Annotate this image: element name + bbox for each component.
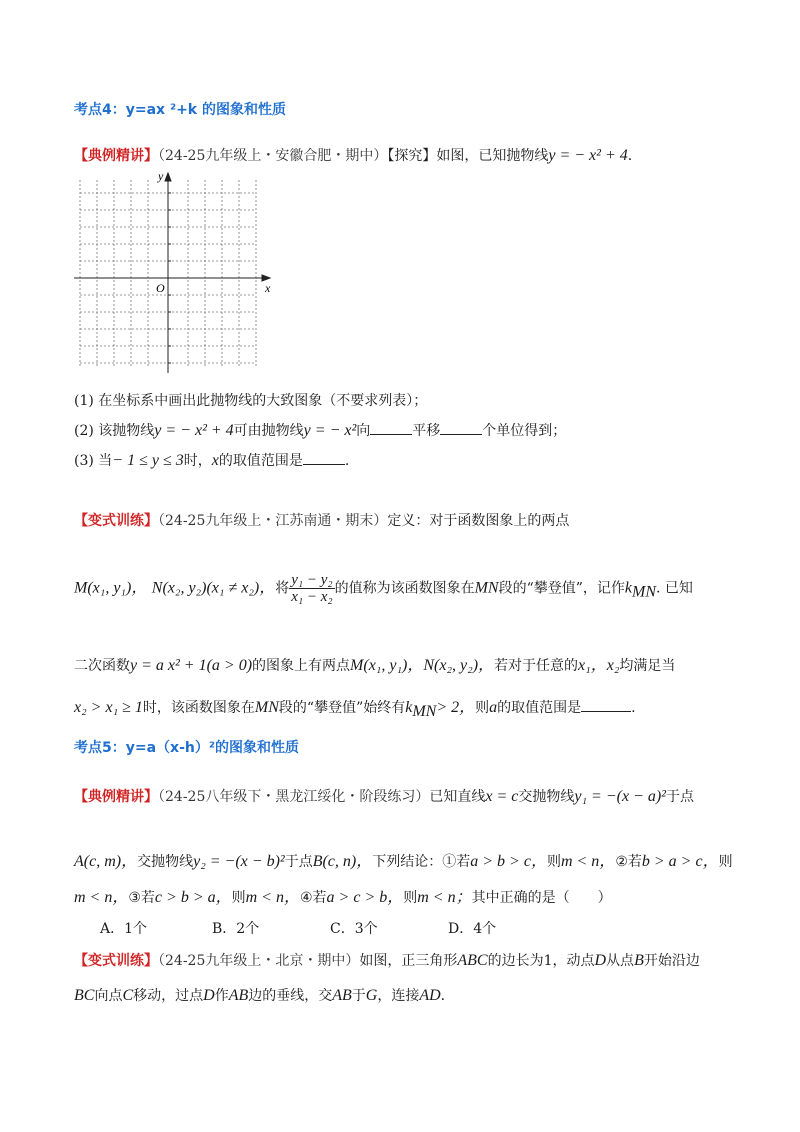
parabola-formula: y = − x² + 4: [548, 147, 628, 164]
section-heading-5: 考点5：y=a（x-h）²的图象和性质: [74, 740, 299, 756]
conclusion: m < n，: [74, 889, 129, 906]
example-2-line-3: [74, 884, 612, 907]
example-2-line-2: [74, 848, 733, 871]
example-1-header: [74, 145, 632, 165]
example-text: ②若: [615, 854, 642, 870]
variation-text: 移动，过点: [133, 988, 204, 1004]
conclusion: m < n；: [417, 889, 472, 906]
triangle-abc: ABC: [457, 952, 488, 969]
segment-ab: AB: [332, 987, 352, 1004]
conclusion: m < n，: [245, 889, 300, 906]
variation-text: 段的“攀登值”，记作: [498, 580, 625, 597]
origin-label: O: [156, 281, 165, 295]
variation-text: 作: [214, 988, 229, 1004]
condition: b > a > c，: [641, 853, 719, 870]
variation-text: 若对于任意的: [494, 658, 579, 674]
q3-condition: − 1 ≤ y ≤ 3: [112, 452, 184, 469]
segment-mn: MN: [474, 579, 499, 597]
point-n: N(x₂, y₂)(x₁ ≠ x₂)，: [151, 579, 276, 597]
example-text: 交抛物线: [137, 854, 194, 870]
question-1: (1) 在坐标系中画出此抛物线的大致图象（不要求列表）；: [74, 393, 428, 409]
example-text: 于点: [284, 854, 313, 870]
option-c[interactable]: C．3个: [330, 921, 378, 937]
variation-text: 的图象上有两点: [252, 658, 351, 674]
condition: a > c > b，: [326, 889, 404, 906]
variation-text: 于: [351, 988, 366, 1004]
period: .: [440, 988, 446, 1004]
variation-text: 段的“攀登值”始终有: [278, 700, 406, 716]
y-axis-arrow: [165, 173, 171, 181]
example-text: 已知直线: [429, 789, 486, 805]
variation-text: 定义：对于函数图象上的两点: [387, 513, 570, 529]
variation-tag: 【变式训练】: [74, 953, 158, 969]
variation-text: 如图，正三角形: [359, 953, 458, 969]
k-subscript: MN: [412, 702, 437, 720]
parabola-formula: y₁ = −(x − a)²: [574, 788, 666, 805]
variation-text: 的取值范围是: [497, 700, 582, 716]
explore-tag: 【探究】: [387, 148, 437, 164]
example-2-line-1: [74, 786, 694, 806]
period: .: [627, 148, 633, 164]
point-m: M(x₁, y₁)，: [350, 657, 424, 674]
variation-2-line-1: [74, 950, 700, 970]
option-d[interactable]: D．4个: [448, 921, 497, 937]
variation-text: 均满足当: [619, 658, 676, 674]
q3-variable: x: [211, 452, 219, 469]
variation-1-header: [74, 510, 569, 530]
answer-blank[interactable]: [370, 422, 412, 435]
example-text: ③若: [128, 890, 155, 906]
point-c: C: [122, 987, 134, 1004]
variation-text: 时，该函数图象在: [142, 700, 255, 716]
slope-fraction: [289, 572, 334, 605]
q2-formula-1: y = − x² + 4: [154, 422, 234, 439]
k-symbol: k: [624, 579, 633, 597]
var-x1: x₁，: [578, 657, 607, 674]
variation-text: 从点: [606, 953, 635, 969]
q2-text: 个单位得到；: [482, 423, 567, 439]
variation-text: 边的垂线，交: [248, 988, 333, 1004]
coordinate-grid: [70, 168, 280, 378]
point-d: D: [203, 987, 215, 1004]
example-text: 则: [718, 854, 733, 870]
conclusion: m < n，: [560, 853, 616, 870]
example-text: 则: [546, 854, 561, 870]
example-text: 于点: [665, 789, 694, 805]
point-d: D: [594, 952, 607, 969]
question-3: [74, 450, 349, 470]
answer-blank[interactable]: [440, 422, 482, 435]
line-formula: x = c: [485, 788, 519, 805]
variation-text: ，连接: [377, 988, 420, 1004]
variation-text: . 已知: [656, 580, 693, 597]
segment-ad: AD: [419, 987, 441, 1004]
q2-text: (2) 该抛物线: [74, 423, 155, 439]
point-a: A(c, m)，: [74, 853, 138, 870]
var-a: a: [489, 699, 498, 716]
segment-mn: MN: [254, 699, 279, 716]
period: .: [344, 453, 350, 469]
condition: a > b > c，: [470, 853, 547, 870]
fraction-numerator: y₁ − y₂: [291, 572, 333, 588]
point-m: M(x₁, y₁)，: [74, 579, 148, 597]
example-text: 如图，已知抛物线: [436, 148, 549, 164]
point-g: G: [365, 987, 378, 1004]
variation-source: （24-25九年级上・北京・期中）: [158, 953, 360, 969]
fraction-denominator: x₁ − x₂: [291, 589, 333, 605]
parabola-formula: y₂ = −(x − b)²: [193, 853, 285, 870]
variation-text: 将: [275, 580, 290, 597]
segment-ab: AB: [228, 987, 249, 1004]
point-n: N(x₂, y₂)，: [423, 657, 495, 674]
q3-text: (3) 当: [74, 453, 113, 469]
example-text: ④若: [299, 890, 327, 906]
point-b: B(c, n)，: [312, 853, 373, 870]
k-symbol: k: [405, 699, 413, 716]
quadratic-formula: y = a x² + 1(a > 0): [130, 657, 253, 674]
example-text: 则: [403, 890, 418, 906]
x-axis-label: x: [265, 281, 271, 295]
example-text: 则: [231, 890, 246, 906]
q2-text: 可由抛物线: [233, 423, 304, 439]
q3-text: 的取值范围是: [218, 453, 303, 469]
period: .: [631, 700, 636, 716]
variation-source: （24-25九年级上・江苏南通・期末）: [158, 513, 388, 529]
variation-text: 开始沿边: [643, 953, 700, 969]
example-tag: 【典例精讲】: [74, 789, 158, 805]
q2-formula-2: y = − x²: [303, 422, 357, 439]
var-x2: x₂: [606, 657, 620, 674]
section-heading-4: 考点4：y=ax ²+k 的图象和性质: [74, 102, 286, 118]
q3-text: 时，: [183, 453, 212, 469]
variation-1-line-3: [74, 652, 675, 675]
example-text: 交抛物线: [518, 789, 575, 805]
option-a[interactable]: A．1个: [100, 921, 148, 937]
q2-text: 平移: [412, 423, 441, 439]
answer-blank[interactable]: [581, 699, 631, 712]
example-source: （24-25八年级下・黑龙江绥化・阶段练习）: [158, 789, 430, 805]
inequality: > 2，: [436, 699, 476, 716]
example-source: （24-25九年级上・安徽合肥・期中）: [158, 148, 388, 164]
variation-text: 向点: [94, 988, 123, 1004]
answer-blank[interactable]: [303, 452, 345, 465]
variation-1-line-2: [74, 572, 693, 605]
variation-2-line-2: [74, 985, 445, 1005]
variation-text: 的边长为1，动点: [487, 953, 595, 969]
variation-1-line-4: [74, 694, 636, 721]
k-subscript: MN: [632, 583, 657, 601]
y-axis-label: y: [158, 169, 164, 183]
inequality: x₂ > x₁ ≥ 1: [74, 699, 143, 716]
option-b[interactable]: B．2个: [212, 921, 260, 937]
condition: c > b > a，: [154, 889, 232, 906]
example-text: 其中正确的是（ ）: [471, 890, 612, 906]
variation-text: 则: [475, 700, 490, 716]
example-text: 下列结论：①若: [372, 854, 471, 870]
question-2: [74, 420, 566, 440]
variation-tag: 【变式训练】: [74, 513, 158, 529]
q2-text: 向: [356, 423, 371, 439]
segment-bc: BC: [74, 987, 95, 1004]
point-b: B: [634, 952, 644, 969]
variation-text: 的值称为该函数图象在: [334, 580, 475, 597]
example-tag: 【典例精讲】: [74, 148, 158, 164]
variation-text: 二次函数: [74, 658, 130, 674]
